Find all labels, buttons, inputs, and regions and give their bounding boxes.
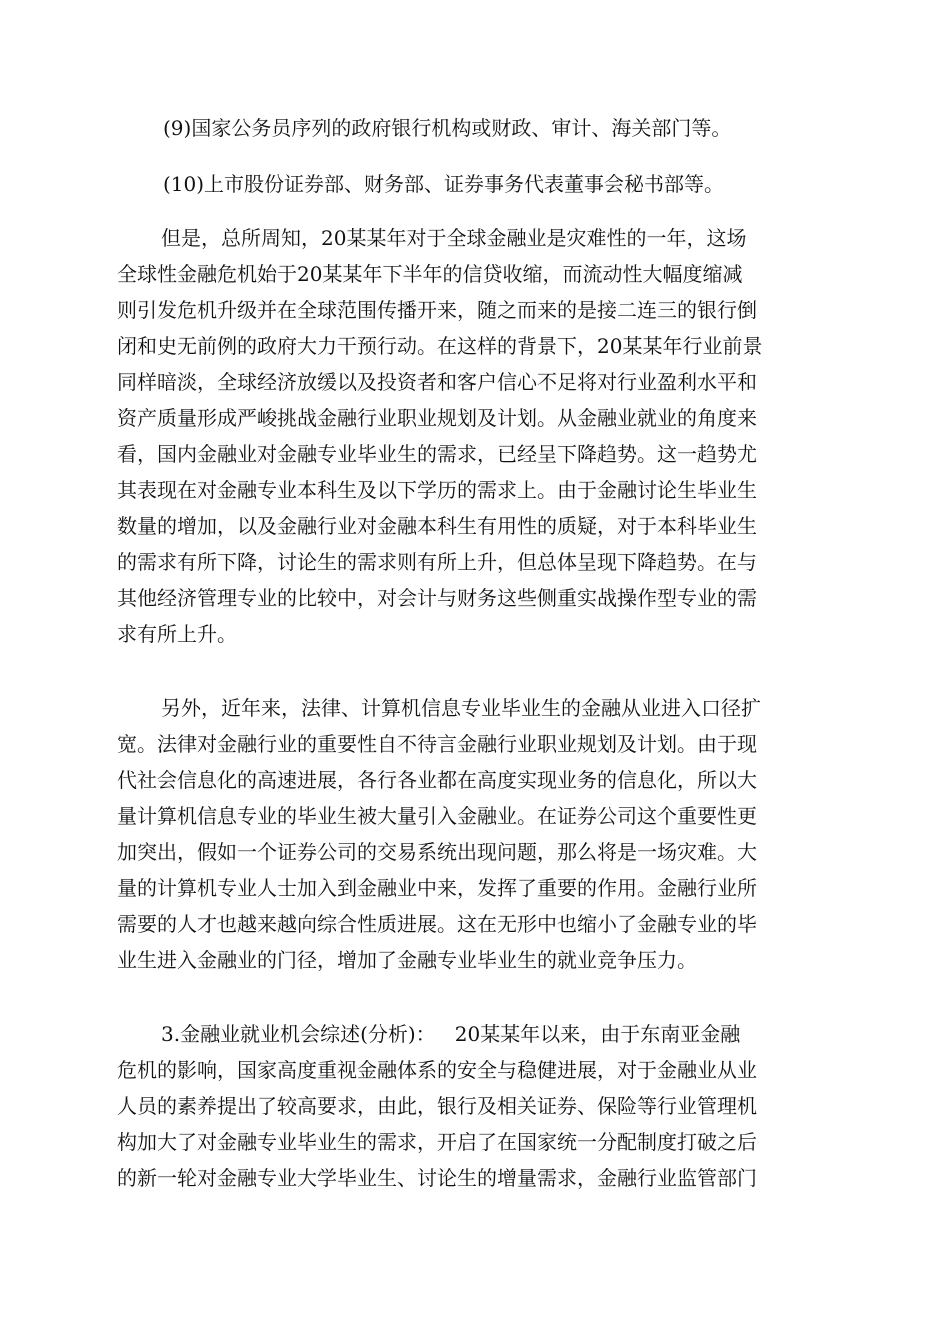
paragraph-financial-crisis: [117, 220, 833, 652]
paragraph-line: 同样暗淡，全球经济放缓以及投资者和客户信心不足将对行业盈利水平和: [117, 370, 757, 394]
paragraph-line: 宽。法律对金融行业的重要性自不待言金融行业职业规划及计划。由于现: [117, 732, 757, 756]
paragraph-line: 人员的素养提出了较高要求，由此，银行及相关证券、保险等行业管理机: [117, 1094, 757, 1118]
paragraph-line: 数量的增加，以及金融行业对金融本科生有用性的质疑，对于本科毕业生: [117, 514, 757, 538]
paragraph-line: 的需求有所下降，讨论生的需求则有所上升，但总体呈现下降趋势。在与: [117, 550, 757, 574]
paragraph-line: 的新一轮对金融专业大学毕业生、讨论生的增量需求，金融行业监管部门: [117, 1166, 757, 1190]
paragraph-line: 业生进入金融业的门径，增加了金融专业毕业生的就业竞争压力。: [117, 948, 697, 972]
paragraph-line: 危机的影响，国家高度重视金融体系的安全与稳健进展，对于金融业从业: [117, 1058, 757, 1082]
paragraph-line: 看，国内金融业对金融专业毕业生的需求，已经呈下降趋势。这一趋势尤: [117, 442, 757, 466]
paragraph-line: 但是，总所周知，20某某年对于全球金融业是灾难性的一年，这场: [161, 226, 747, 250]
paragraph-line: 加突出，假如一个证券公司的交易系统出现问题，那么将是一场灾难。大: [117, 840, 757, 864]
paragraph-line: 资产质量形成严峻挑战金融行业职业规划及计划。从金融业就业的角度来: [117, 406, 757, 430]
list-item-9: (9)国家公务员序列的政府银行机构或财政、审计、海关部门等。: [163, 116, 732, 140]
paragraph-line: 其他经济管理专业的比较中，对会计与财务这些侧重实战操作型专业的需: [117, 586, 757, 610]
paragraph-line: 则引发危机升级并在全球范围传播开来，随之而来的是接二连三的银行倒: [117, 298, 757, 322]
paragraph-line: 构加大了对金融专业毕业生的需求，开启了在国家统一分配制度打破之后: [117, 1130, 757, 1154]
paragraph-line: 全球性金融危机始于20某某年下半年的信贷收缩，而流动性大幅度缩减: [117, 262, 743, 286]
paragraph-line: 闭和史无前例的政府大力干预行动。在这样的背景下，20某某年行业前景: [117, 334, 763, 358]
paragraph-employment-overview: [117, 1016, 833, 1196]
paragraph-line: 其表现在对金融专业本科生及以下学历的需求上。由于金融讨论生毕业生: [117, 478, 757, 502]
paragraph-line: 量计算机信息专业的毕业生被大量引入金融业。在证券公司这个重要性更: [117, 804, 757, 828]
paragraph-line: 量的计算机专业人士加入到金融业中来，发挥了重要的作用。金融行业所: [117, 876, 757, 900]
paragraph-line: 代社会信息化的高速进展，各行各业都在高度实现业务的信息化，所以大: [117, 768, 757, 792]
paragraph-line: 需要的人才也越来越向综合性质进展。这在无形中也缩小了金融专业的毕: [117, 912, 757, 936]
paragraph-line: 求有所上升。: [117, 622, 237, 646]
paragraph-line: 另外，近年来，法律、计算机信息专业毕业生的金融从业进入口径扩: [161, 696, 761, 720]
paragraph-line: 3.金融业就业机会综述(分析)： 20某某年以来，由于东南亚金融: [161, 1022, 741, 1046]
paragraph-law-it-graduates: [117, 690, 833, 978]
list-item-10: (10)上市股份证券部、财务部、证券事务代表董事会秘书部等。: [163, 172, 725, 196]
